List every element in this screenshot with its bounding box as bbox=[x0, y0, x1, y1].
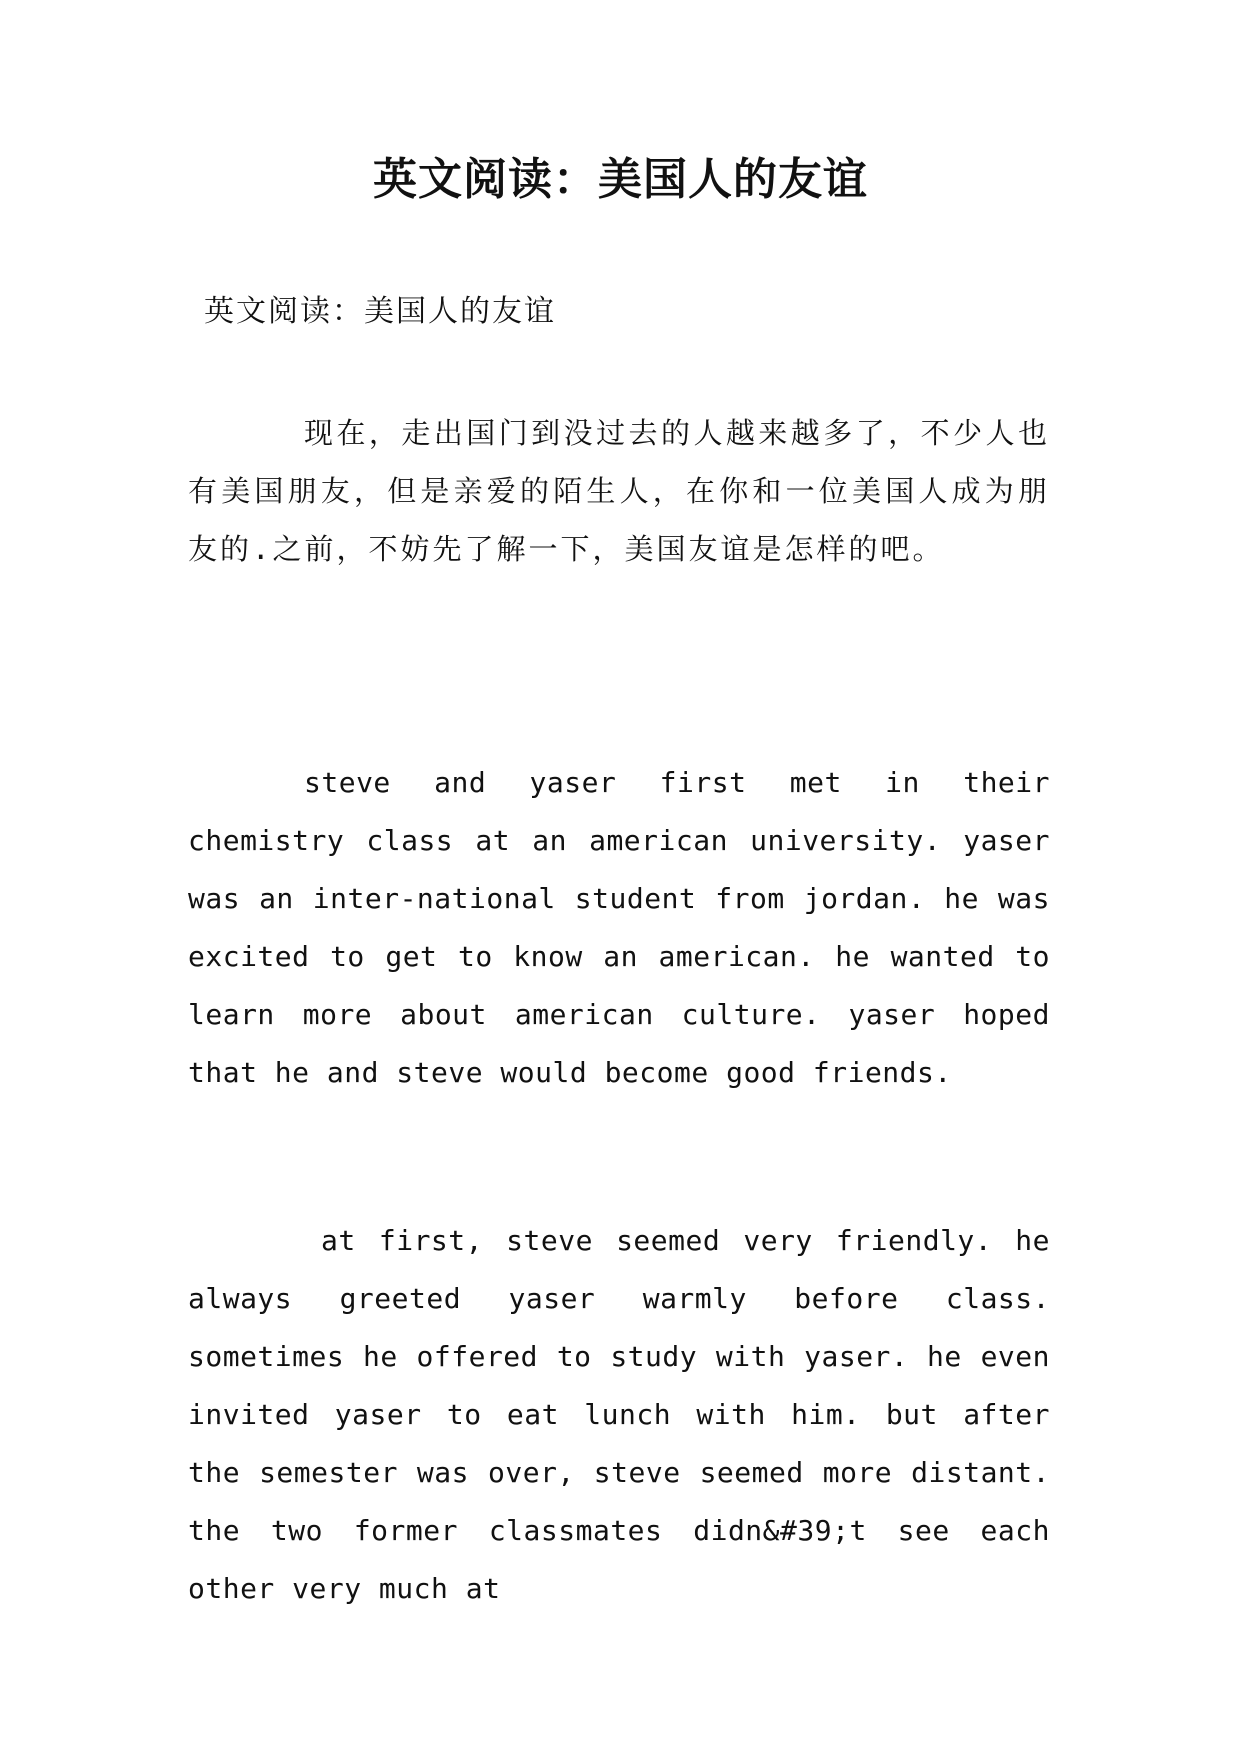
paragraph-intro: 现在，走出国门到没过去的人越来越多了，不少人也有美国朋友，但是亲爱的陌生人，在你和一位美国人成为朋友的.之前，不妨先了解一下，美国友谊是怎样的吧。 bbox=[188, 416, 1050, 566]
paragraph-at-first: at first, steve seemed very friendly. he always greeted yaser warmly before class. sometimes he offered to study with yaser. he even invited yaser to eat lunch with him. but after the semester was over, steve seemed more distant. the two former classmates didn&#39;t see each other very much at bbox=[188, 1224, 1050, 1605]
document-subtitle: 英文阅读：美国人的友谊 bbox=[204, 294, 556, 329]
document-title: 英文阅读：美国人的友谊 bbox=[373, 154, 868, 205]
paragraph-first-meeting: steve and yaser first met in their chemistry class at an american university. yaser was an inter-national student from jordan. he was excited to get to know an american. he wanted to learn more about american culture. yaser hoped that he and steve would become good friends. bbox=[188, 766, 1050, 1089]
